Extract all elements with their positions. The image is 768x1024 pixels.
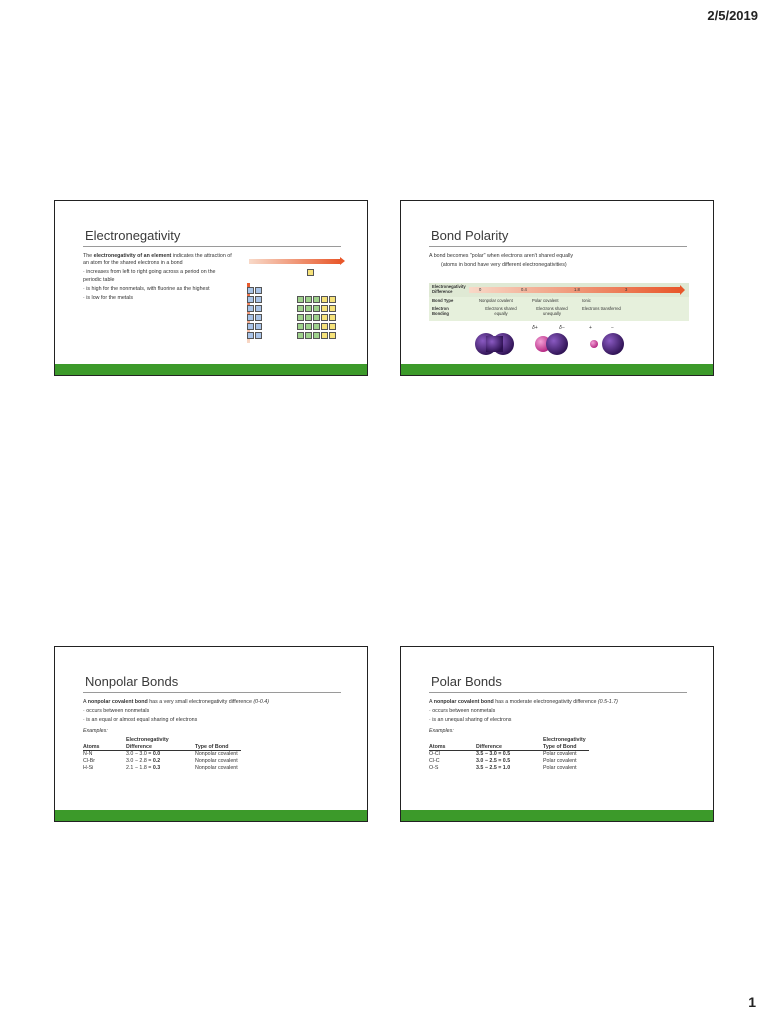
slide-title: Nonpolar Bonds	[85, 674, 179, 689]
bullet: · increases from left to right going across a period on the periodic table	[83, 269, 216, 283]
table-row: O-S 3.5 − 2.5 = 1.0 Polar covalent	[429, 765, 577, 771]
page-number: 1	[748, 994, 756, 1010]
scale-tick: 0.4	[521, 287, 527, 292]
element-cell	[329, 323, 336, 330]
slide-title: Bond Polarity	[431, 228, 509, 243]
element-cell	[321, 296, 328, 303]
element-cell	[255, 323, 262, 330]
col-header: Type of Bond	[195, 744, 241, 751]
element-cell	[247, 323, 254, 330]
title-divider	[83, 246, 341, 247]
title-divider	[429, 692, 687, 693]
element-cell	[313, 332, 320, 339]
element-cell	[329, 314, 336, 321]
slide-footer-bar	[401, 364, 713, 375]
element-cell	[313, 323, 320, 330]
bullet: · is an unequal sharing of electrons	[429, 717, 512, 724]
electron-bonding: Electrons shared unequally	[536, 306, 568, 316]
element-cell	[313, 314, 320, 321]
slide-footer-bar	[55, 364, 367, 375]
slide-polar-bonds	[400, 646, 714, 822]
bond-type: Nonpolar covalent	[479, 298, 513, 303]
negative-charge-label: −	[611, 325, 614, 331]
element-cell	[321, 323, 328, 330]
examples-table: Electronegativity Atoms Difference Type of Bond N-N 3.0 − 3.0 = 0.0 Nonpolar covalent Cl-Br 3.0 − 2.8 = 0.2 Nonpolar covalent H-Si 2.1 − 1.8 = 0.3 Nonpolar covalent	[83, 737, 241, 772]
partial-negative-label: δ−	[559, 325, 565, 331]
element-cell	[329, 332, 336, 339]
col-header: Difference	[476, 744, 543, 751]
col-header: Atoms	[429, 744, 476, 751]
definition-text: A nonpolar covalent bond has a moderate electronegativity difference (0.5-1.7)	[429, 699, 618, 705]
col-header: Difference	[126, 744, 195, 751]
title-divider	[429, 246, 687, 247]
electron-bonding: Electrons transferred	[582, 306, 621, 311]
scale-tick: 0	[479, 287, 482, 292]
element-cell	[305, 296, 312, 303]
slide-body	[429, 699, 687, 772]
element-cell	[297, 314, 304, 321]
element-cell	[255, 305, 262, 312]
slide-footer-bar	[55, 810, 367, 821]
scale-tick: 3	[625, 287, 628, 292]
row-label-electron-bonding: Electron Bonding	[432, 306, 449, 316]
slide-title: Electronegativity	[85, 228, 181, 243]
element-cell	[255, 296, 262, 303]
bullet: · is low for the metals	[83, 295, 134, 302]
examples-table: Electronegativity Atoms Difference Type of Bond O-Cl 3.5 − 3.0 = 0.5 Polar covalent Cl-C 3.0 − 2.5 = 0.5 Polar covalent O-S 3.5 − 2.5 = 1.0 Polar covalent	[429, 737, 589, 772]
table-row: N-N 3.0 − 3.0 = 0.0 Nonpolar covalent	[83, 751, 238, 758]
element-cell	[321, 314, 328, 321]
molecule-illustrations	[461, 329, 661, 359]
element-cell	[307, 269, 314, 276]
polar-subtext: (atoms in bond have very different electronegativities)	[441, 262, 567, 269]
col-header: Atoms	[83, 744, 126, 751]
table-row: Cl-C 3.0 − 2.5 = 0.5 Polar covalent	[429, 758, 577, 765]
print-date: 2/5/2019	[707, 8, 758, 23]
element-cell	[297, 296, 304, 303]
element-cell	[255, 314, 262, 321]
slide-bond-polarity	[400, 200, 714, 376]
element-cell	[247, 305, 254, 312]
partial-positive-label: δ+	[532, 325, 538, 331]
table-row: O-Cl 3.5 − 3.0 = 0.5 Polar covalent	[429, 751, 577, 758]
element-cell	[297, 323, 304, 330]
bullet: · occurs between nonmetals	[83, 708, 150, 715]
positive-charge-label: +	[589, 325, 592, 331]
polar-definition: A bond becomes "polar" when electrons aren't shared equally	[429, 253, 574, 259]
element-cell	[321, 332, 328, 339]
element-cell	[313, 305, 320, 312]
periodic-table-figure	[245, 255, 345, 343]
table-row: Cl-Br 3.0 − 2.8 = 0.2 Nonpolar covalent	[83, 758, 238, 765]
row-label-bond-type: Bond Type	[432, 298, 454, 303]
element-cell	[321, 305, 328, 312]
element-cell	[255, 332, 262, 339]
slide-body	[83, 253, 232, 304]
element-cell	[305, 314, 312, 321]
definition-text: A nonpolar covalent bond has a very small electronegativity difference (0-0.4)	[83, 699, 269, 705]
element-cell	[297, 332, 304, 339]
element-cell	[305, 305, 312, 312]
row-label-difference: Electronegativity Difference	[432, 284, 466, 294]
slide-body	[429, 253, 687, 271]
element-cell	[313, 296, 320, 303]
nonpolar-molecule	[475, 333, 514, 355]
slide-nonpolar-bonds	[54, 646, 368, 822]
polar-molecule	[535, 333, 568, 355]
ionic-pair	[590, 333, 624, 355]
bullet: · is high for the nonmetals, with fluorine as the highest	[83, 285, 210, 292]
element-cell	[305, 332, 312, 339]
electron-bonding: Electrons shared equally	[485, 306, 517, 316]
slide-title: Polar Bonds	[431, 674, 502, 689]
scale-tick: 1.8	[574, 287, 580, 292]
examples-label: Examples:	[429, 727, 454, 734]
element-cell	[247, 314, 254, 321]
element-cell	[247, 332, 254, 339]
definition-text: The electronegativity of an element indicates the attraction of an atom for the shared electrons in a bond	[83, 253, 232, 267]
col-header: Type of Bond	[543, 744, 589, 751]
slide-body	[83, 699, 341, 772]
bullet: · is an equal or almost equal sharing of electrons	[83, 717, 198, 724]
bond-type: Polar covalent	[532, 298, 559, 303]
bullet: · occurs between nonmetals	[429, 708, 496, 715]
element-cell	[305, 323, 312, 330]
element-cell	[255, 287, 262, 294]
slide-electronegativity	[54, 200, 368, 376]
element-cell	[329, 296, 336, 303]
element-cell	[297, 305, 304, 312]
bond-type-table	[429, 283, 689, 321]
examples-label: Examples:	[83, 727, 108, 734]
table-row: H-Si 2.1 − 1.8 = 0.3 Nonpolar covalent	[83, 765, 238, 771]
increase-arrow	[249, 259, 341, 264]
element-cell	[247, 296, 254, 303]
title-divider	[83, 692, 341, 693]
element-cell	[247, 287, 254, 294]
bond-type: Ionic	[582, 298, 591, 303]
element-cell	[329, 305, 336, 312]
slide-footer-bar	[401, 810, 713, 821]
